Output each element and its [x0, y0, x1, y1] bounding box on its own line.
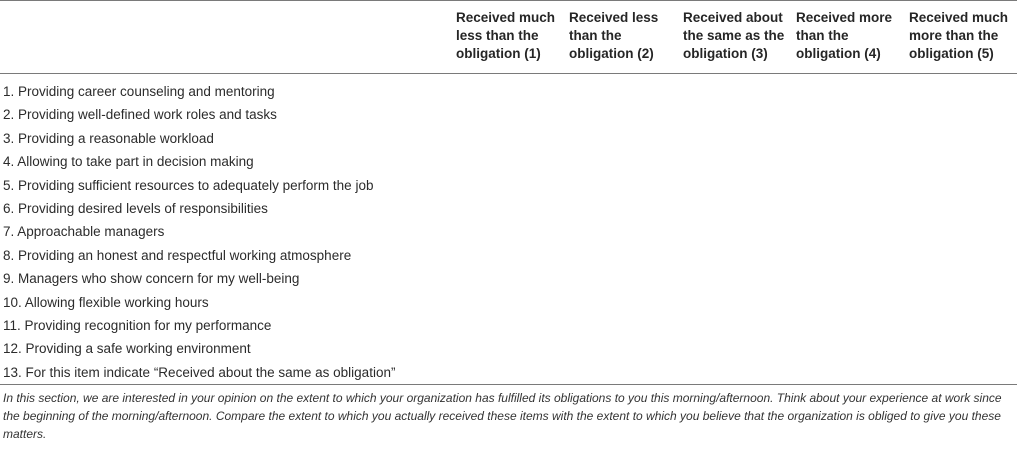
rating-cell-5	[909, 127, 1017, 150]
table-row	[0, 103, 1017, 126]
rating-cell-3	[683, 314, 796, 337]
rating-cell-1	[456, 361, 569, 385]
rating-cell-1	[456, 174, 569, 197]
rating-cell-3	[683, 174, 796, 197]
rating-cell-4	[796, 127, 909, 150]
table-row	[0, 291, 1017, 314]
item-label: 12. Providing a safe working environment	[3, 341, 251, 357]
rating-cell-5	[909, 74, 1017, 104]
rating-cell-2	[569, 291, 683, 314]
item-label: 13. For this item indicate “Received about the same as obligation”	[3, 364, 396, 380]
rating-cell-4	[796, 197, 909, 220]
table-row	[0, 337, 1017, 360]
item-label: 2. Providing well-defined work roles and tasks	[3, 107, 277, 123]
rating-cell-5	[909, 103, 1017, 126]
rating-cell-3	[683, 244, 796, 267]
rating-cell-5	[909, 337, 1017, 360]
table-row	[0, 74, 1017, 104]
rating-cell-5	[909, 244, 1017, 267]
rating-cell-5	[909, 197, 1017, 220]
rating-cell-3	[683, 127, 796, 150]
rating-cell-5	[909, 291, 1017, 314]
rating-cell-1	[456, 337, 569, 360]
table-row	[0, 127, 1017, 150]
rating-cell-4	[796, 220, 909, 243]
rating-cell-2	[569, 150, 683, 173]
table-footnote: In this section, we are interested in your opinion on the extent to which your organization has fulfilled its obligations to you this morning/afternoon. Think about your experience at work since the beginning of the morning/afternoon. Compare the extent to which you actually received these items with the extent to which you believe that the organization is obliged to give you these matters.	[0, 385, 1017, 448]
rating-cell-4	[796, 291, 909, 314]
rating-cell-4	[796, 74, 909, 104]
rating-cell-2	[569, 103, 683, 126]
rating-cell-2	[569, 314, 683, 337]
rating-cell-2	[569, 74, 683, 104]
header-col-2: Received less than the obligation (2)	[569, 1, 683, 74]
rating-cell-5	[909, 314, 1017, 337]
rating-cell-2	[569, 337, 683, 360]
rating-cell-4	[796, 361, 909, 385]
rating-cell-3	[683, 267, 796, 290]
rating-cell-4	[796, 103, 909, 126]
rating-cell-2	[569, 127, 683, 150]
item-label: 10. Allowing flexible working hours	[3, 294, 209, 310]
table-row	[0, 314, 1017, 337]
rating-cell-5	[909, 174, 1017, 197]
rating-cell-5	[909, 361, 1017, 385]
table-row	[0, 361, 1017, 385]
rating-cell-1	[456, 150, 569, 173]
item-label: 7. Approachable managers	[3, 224, 165, 240]
rating-cell-3	[683, 150, 796, 173]
header-col-4: Received more than the obligation (4)	[796, 1, 909, 74]
rating-cell-2	[569, 244, 683, 267]
rating-cell-3	[683, 291, 796, 314]
rating-cell-1	[456, 220, 569, 243]
rating-cell-2	[569, 174, 683, 197]
footnote-row	[0, 385, 1017, 448]
item-label: 9. Managers who show concern for my well-being	[3, 271, 300, 287]
header-item-column	[0, 1, 456, 74]
rating-cell-1	[456, 244, 569, 267]
item-label: 8. Providing an honest and respectful working atmosphere	[3, 247, 352, 263]
table-row	[0, 174, 1017, 197]
item-label: 6. Providing desired levels of responsibilities	[3, 201, 268, 217]
header-col-5: Received much more than the obligation (5)	[909, 1, 1017, 74]
rating-cell-2	[569, 197, 683, 220]
item-label: 11. Providing recognition for my performance	[3, 318, 272, 334]
rating-cell-4	[796, 314, 909, 337]
rating-cell-3	[683, 220, 796, 243]
rating-cell-1	[456, 197, 569, 220]
rating-cell-5	[909, 150, 1017, 173]
rating-cell-3	[683, 103, 796, 126]
rating-cell-4	[796, 150, 909, 173]
rating-cell-4	[796, 337, 909, 360]
rating-cell-3	[683, 197, 796, 220]
rating-cell-1	[456, 314, 569, 337]
rating-cell-4	[796, 244, 909, 267]
table-row	[0, 197, 1017, 220]
rating-cell-1	[456, 103, 569, 126]
item-label: 1. Providing career counseling and mentoring	[3, 84, 275, 99]
header-col-3: Received about the same as the obligation (3)	[683, 1, 796, 74]
table-row	[0, 244, 1017, 267]
item-label: 4. Allowing to take part in decision making	[3, 154, 254, 170]
rating-cell-2	[569, 220, 683, 243]
rating-cell-3	[683, 361, 796, 385]
rating-cell-3	[683, 74, 796, 104]
item-label: 5. Providing sufficient resources to adequately perform the job	[3, 177, 374, 193]
rating-cell-3	[683, 337, 796, 360]
rating-cell-2	[569, 267, 683, 290]
header-col-1: Received much less than the obligation (1)	[456, 1, 569, 74]
rating-cell-4	[796, 174, 909, 197]
rating-cell-1	[456, 74, 569, 104]
rating-cell-2	[569, 361, 683, 385]
rating-cell-1	[456, 267, 569, 290]
rating-cell-4	[796, 267, 909, 290]
rating-cell-1	[456, 127, 569, 150]
table-row	[0, 150, 1017, 173]
rating-cell-5	[909, 267, 1017, 290]
rating-cell-1	[456, 291, 569, 314]
table-row	[0, 220, 1017, 243]
table-row	[0, 267, 1017, 290]
rating-cell-5	[909, 220, 1017, 243]
item-rows	[0, 74, 1017, 448]
header-row	[0, 1, 1017, 74]
item-label: 3. Providing a reasonable workload	[3, 130, 214, 146]
